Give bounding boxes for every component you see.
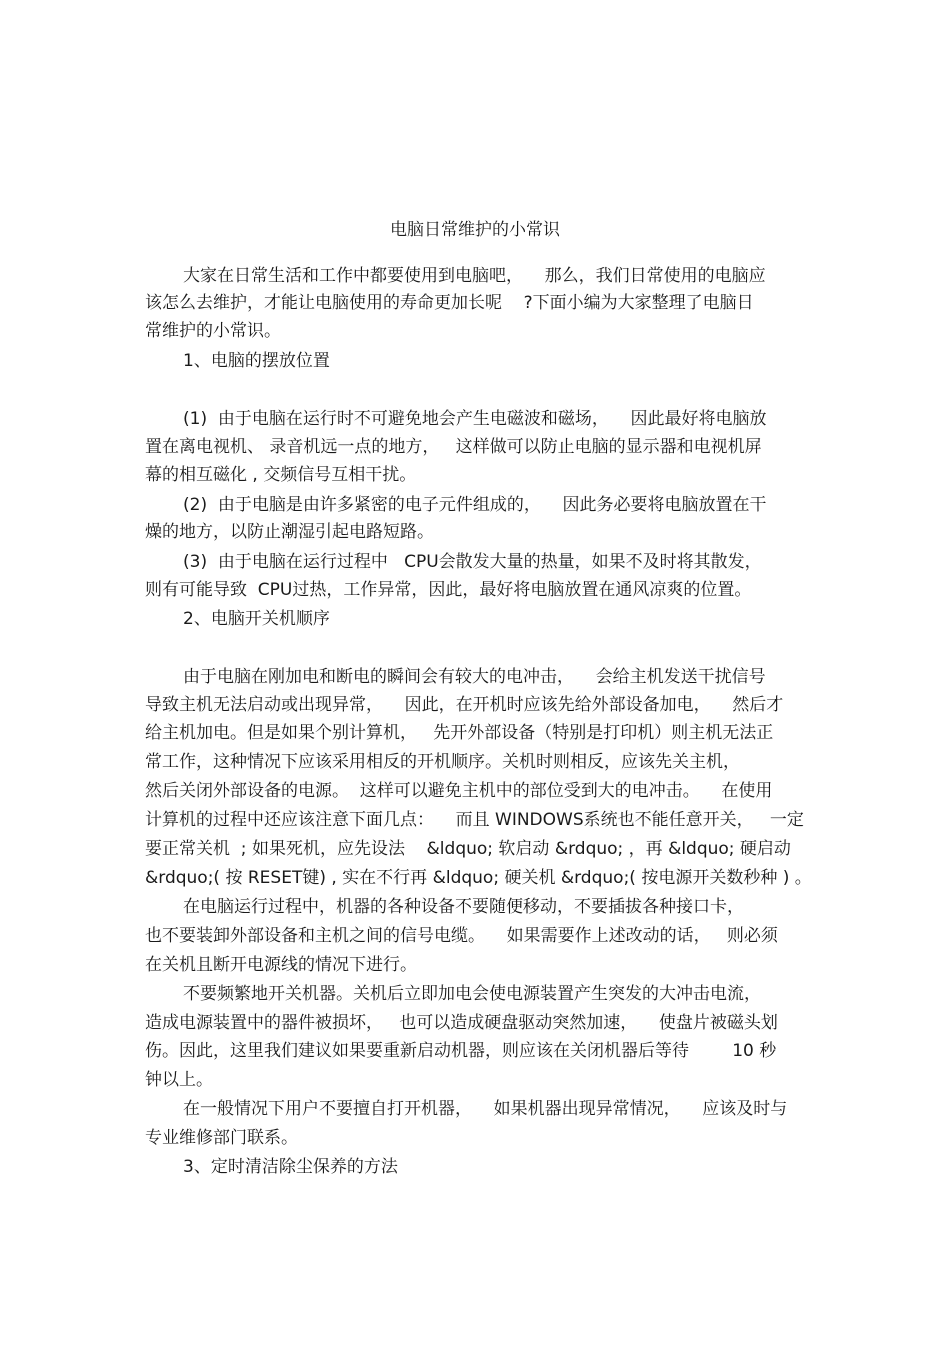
paragraph-line: 伤。因此，这里我们建议如果要重新启动机器，则应该在关闭机器后等待 10 秒	[145, 1041, 777, 1061]
paragraph-line: 置在离电视机、 录音机远一点的地方， 这样做可以防止电脑的显示器和电视机屏	[145, 437, 762, 457]
paragraph-line: 大家在日常生活和工作中都要使用到电脑吧， 那么，我们日常使用的电脑应	[183, 266, 766, 286]
paragraph-line: 给主机加电。但是如果个别计算机， 先开外部设备（特别是打印机）则主机无法正	[145, 723, 774, 743]
paragraph-line: 然后关闭外部设备的电源。 这样可以避免主机中的部位受到大的电冲击。 在使用	[145, 781, 773, 801]
document-title: 电脑日常维护的小常识	[390, 220, 560, 240]
paragraph-line: 则有可能导致 CPU过热，工作异常，因此，最好将电脑放置在通风凉爽的位置。	[145, 580, 752, 600]
paragraph-line: 由于电脑在刚加电和断电的瞬间会有较大的电冲击， 会给主机发送干扰信号	[183, 667, 766, 687]
paragraph-line: &rdquo;( 按 RESET键) , 实在不行再 &ldquo; 硬关机 &rdquo;( 按电源开关数秒种 ) 。	[145, 868, 812, 888]
paragraph-line: 计算机的过程中还应该注意下面几点： 而且 WINDOWS系统也不能任意开关， 一定	[145, 810, 804, 830]
paragraph-line: 常维护的小常识。	[145, 321, 281, 341]
paragraph-line: 专业维修部门联系。	[145, 1128, 298, 1148]
paragraph-line: (2) 由于电脑是由许多紧密的电子元件组成的， 因此务必要将电脑放置在干	[183, 495, 767, 515]
section-heading: 2、电脑开关机顺序	[183, 609, 330, 629]
paragraph-line: 该怎么去维护，才能让电脑使用的寿命更加长呢 ?下面小编为大家整理了电脑日	[145, 293, 754, 313]
paragraph-line: (1) 由于电脑在运行时不可避免地会产生电磁波和磁场， 因此最好将电脑放	[183, 409, 767, 429]
section-heading: 3、定时清洁除尘保养的方法	[183, 1157, 398, 1177]
paragraph-line: 要正常关机 ; 如果死机，应先设法 &ldquo; 软启动 &rdquo; ，再 &ldquo; 硬启动	[145, 839, 791, 859]
paragraph-line: 常工作，这种情况下应该采用相反的开机顺序。关机时则相反，应该先关主机，	[145, 752, 740, 772]
paragraph-line: 在关机且断开电源线的情况下进行。	[145, 955, 417, 975]
paragraph-line: 也不要装卸外部设备和主机之间的信号电缆。 如果需要作上述改动的话， 则必须	[145, 926, 778, 946]
paragraph-line: 造成电源装置中的器件被损坏， 也可以造成硬盘驱动突然加速， 使盘片被磁头划	[145, 1013, 778, 1033]
paragraph-line: 不要频繁地开关机器。关机后立即加电会使电源装置产生突发的大冲击电流，	[183, 984, 761, 1004]
paragraph-line: 燥的地方，以防止潮湿引起电路短路。	[145, 522, 434, 542]
paragraph-line: 在一般情况下用户不要擅自打开机器， 如果机器出现异常情况， 应该及时与	[183, 1099, 788, 1119]
paragraph-line: 在电脑运行过程中，机器的各种设备不要随便移动，不要插拔各种接口卡，	[183, 897, 744, 917]
paragraph-line: 钟以上。	[145, 1070, 213, 1090]
paragraph-line: (3) 由于电脑在运行过程中 CPU会散发大量的热量，如果不及时将其散发，	[183, 552, 762, 572]
paragraph-line: 幕的相互磁化 , 交频信号互相干扰。	[145, 465, 417, 485]
section-heading: 1、电脑的摆放位置	[183, 351, 330, 371]
paragraph-line: 导致主机无法启动或出现异常， 因此，在开机时应该先给外部设备加电， 然后才	[145, 695, 784, 715]
